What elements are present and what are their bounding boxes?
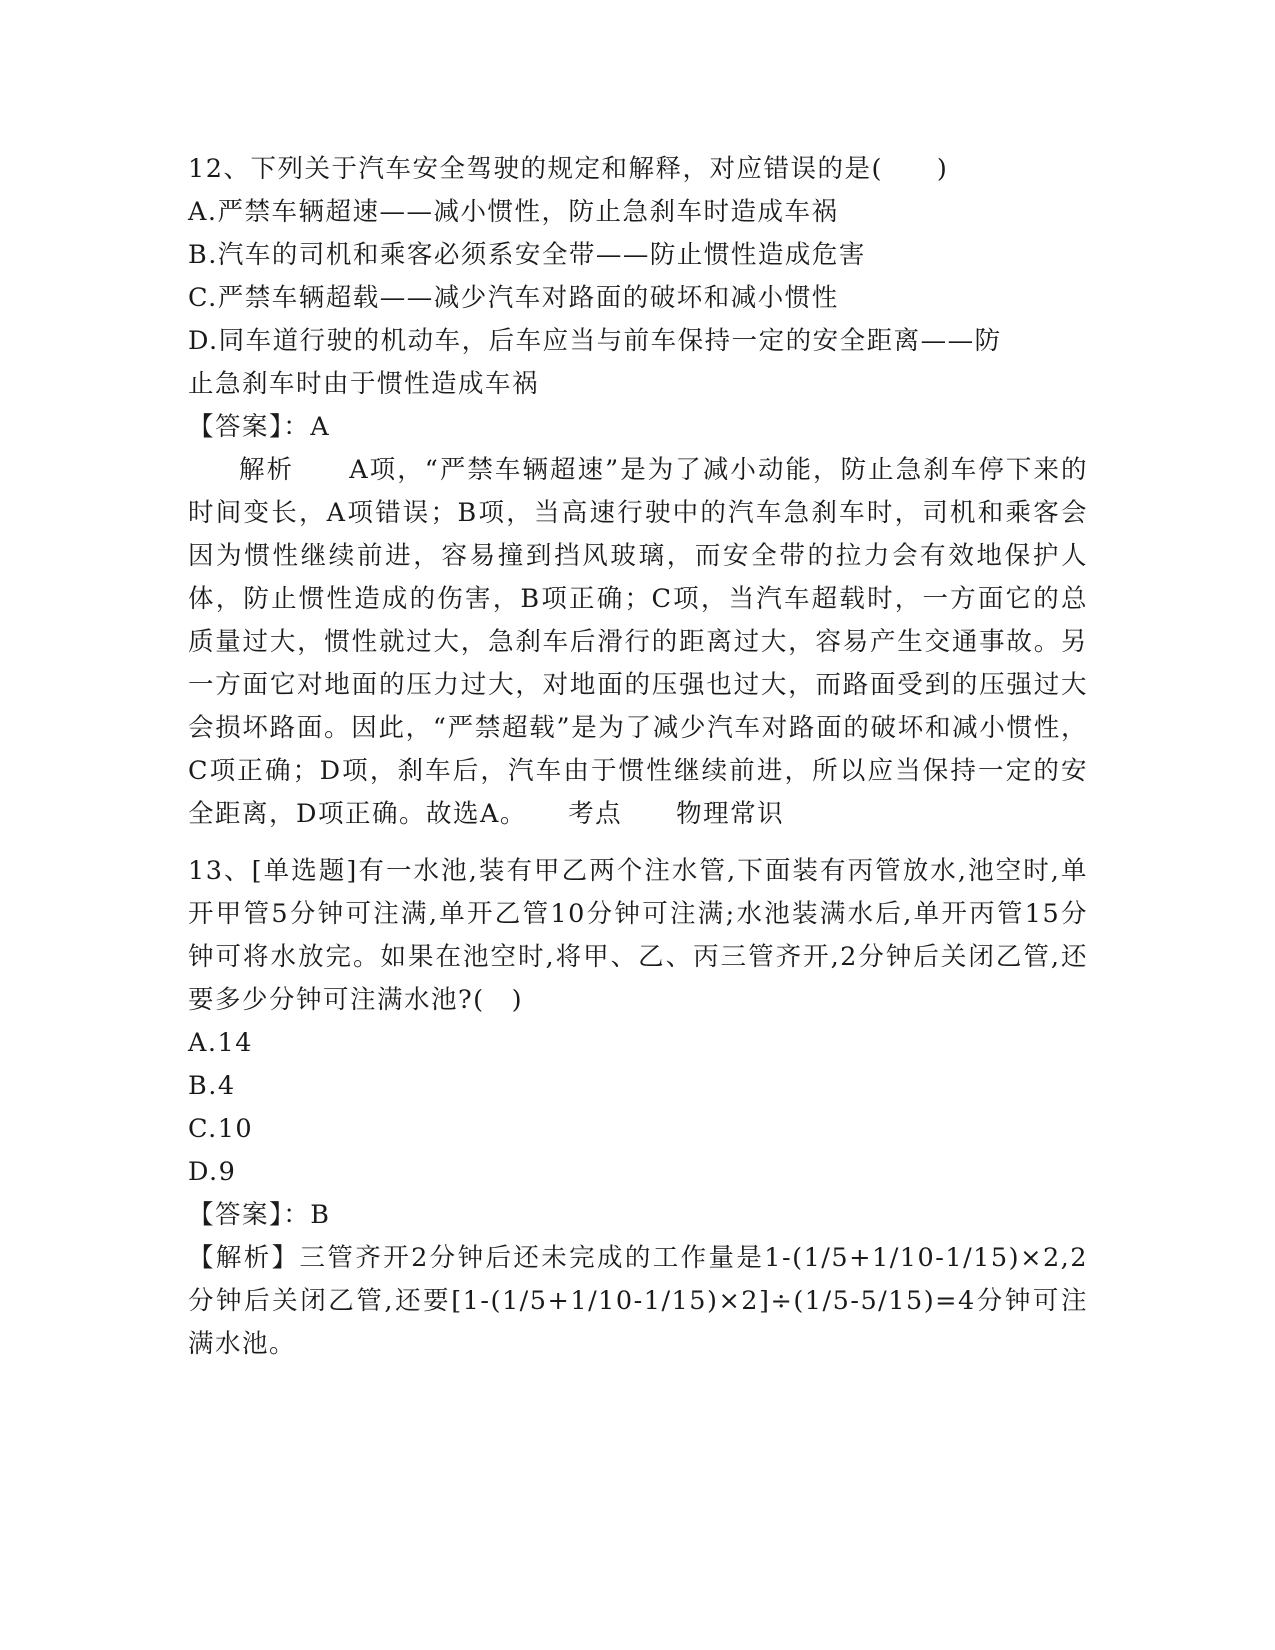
question-12-option-c: C.严禁车辆超载——减少汽车对路面的破坏和减小惯性: [188, 283, 839, 313]
question-12-analysis: 解析 A项，“严禁车辆超速”是为了减小动能，防止急刹车停下来的时间变长，A项错误；B项，当高速行驶中的汽车急刹车时，司机和乘客会因为惯性继续前进，容易撞到挡风玻璃，而安全带的拉力会有效地保护人体，防止惯性造成的伤害，B项正确；C项，当汽车超载时，一方面它的总质量过大，惯性就过大，急刹车后滑行的距离过大，容易产生交通事故。另一方面它对地面的压力过大，对地面的压强也过大，而路面受到的压强过大会损坏路面。因此，“严禁超载”是为了减少汽车对路面的破坏和减小惯性，C项正确；D项，刹车后，汽车由于惯性继续前进，所以应当保持一定的安全距离，D项正确。故选A。 考点 物理常识: [188, 455, 1088, 829]
question-13-text: 13、[单选题]有一水池,装有甲乙两个注水管,下面装有丙管放水,池空时,单开甲管5分钟可注满,单开乙管10分钟可注满;水池装满水后,单开丙管15分钟可将水放完。如果在池空时,将甲、乙、丙三管齐开,2分钟后关闭乙管,还要多少分钟可注满水池?( ): [188, 856, 1088, 1015]
question-12-option-d: D.同车道行驶的机动车，后车应当与前车保持一定的安全距离——防: [188, 326, 1002, 356]
question-13-option-c: C.10: [188, 1114, 254, 1144]
question-12-option-b: B.汽车的司机和乘客必须系安全带——防止惯性造成危害: [188, 240, 866, 270]
question-13-option-b: B.4: [188, 1071, 236, 1101]
question-13-analysis: 【解析】三管齐开2分钟后还未完成的工作量是1-(1/5+1/10-1/15)×2,2分钟后关闭乙管,还要[1-(1/5+1/10-1/15)×2]÷(1/5-5/15)=4分钟可注满水池。: [188, 1243, 1088, 1359]
question-12-option-d-continued: 止急刹车时由于惯性造成车祸: [188, 369, 540, 399]
question-12-option-a: A.严禁车辆超速——减小惯性，防止急刹车时造成车祸: [188, 197, 839, 227]
document-content: [188, 148, 1088, 1366]
question-13-option-a: A.14: [188, 1028, 253, 1058]
question-13-answer: 【答案】：B: [188, 1200, 331, 1230]
question-12-answer: 【答案】：A: [188, 412, 331, 442]
question-divider: [188, 836, 1088, 850]
question-12-text: 12、下列关于汽车安全驾驶的规定和解释，对应错误的是( ): [188, 154, 949, 184]
question-13-option-d: D.9: [188, 1157, 237, 1187]
